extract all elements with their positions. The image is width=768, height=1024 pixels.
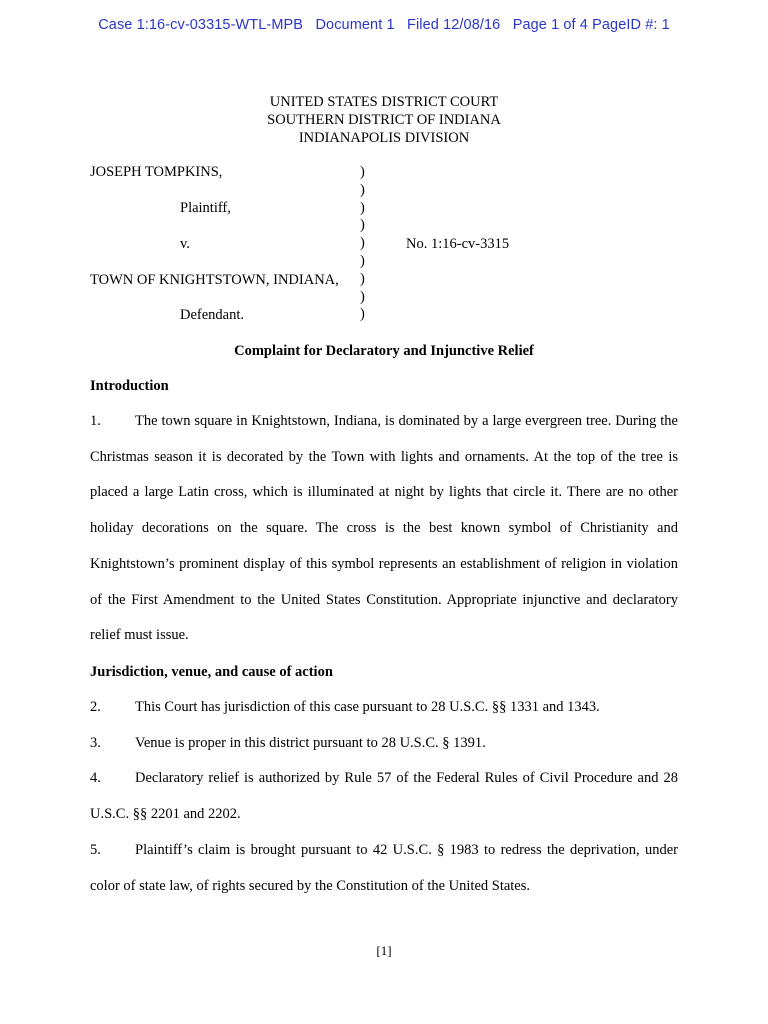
paragraph-text: The town square in Knightstown, Indiana, is dominated by a large evergreen tree. During the Christmas season it is decorated by the Town with lights and ornaments. At the top of the tree is placed a large Latin cross, which is illuminated at night by lights that circle it. There are no other holiday decorations on the square. The cross is the best known symbol of Christianity and Knightstown’s prominent display of this symbol represents an establishment of religion in violation of the First Amendment to the United States Constitution. Appropriate injunctive and declaratory relief must issue.: [90, 413, 678, 644]
paragraph-3: [90, 726, 678, 762]
plaintiff-name: JOSEPH TOMPKINS,: [90, 164, 223, 180]
paragraph-text: Plaintiff’s claim is brought pursuant to 42 U.S.C. § 1983 to redress the deprivation, under color of state law, of rights secured by the Constitution of the United States.: [90, 842, 678, 894]
section-heading-jurisdiction: Jurisdiction, venue, and cause of action: [90, 664, 333, 680]
court-division-line: INDIANAPOLIS DIVISION: [298, 130, 470, 146]
complaint-title: Complaint for Declaratory and Injunctive Relief: [234, 343, 534, 359]
caption-paren: ): [360, 306, 365, 323]
caption-paren: ): [360, 164, 365, 180]
paragraph-text: Declaratory relief is authorized by Rule 57 of the Federal Rules of Civil Procedure and 28 U.S.C. §§ 2201 and 2202.: [90, 770, 678, 822]
paragraph-text: This Court has jurisdiction of this case pursuant to 28 U.S.C. §§ 1331 and 1343.: [135, 699, 600, 715]
case-number: No. 1:16-cv-3315: [406, 236, 510, 252]
caption-paren: ): [360, 235, 365, 252]
paragraph-number: 1.: [90, 413, 101, 429]
paragraph-number: 3.: [90, 735, 101, 751]
defendant-label: Defendant.: [180, 307, 245, 323]
versus-label: v.: [180, 236, 190, 252]
paragraph-number: 4.: [90, 770, 101, 786]
caption-paren: ): [360, 217, 365, 234]
paragraph-number: 5.: [90, 842, 101, 858]
paragraph-4: [90, 761, 678, 832]
plaintiff-label: Plaintiff,: [180, 200, 231, 216]
page-number-footer: [1]: [376, 943, 392, 958]
caption-paren: ): [360, 252, 365, 269]
paragraph-number: 2.: [90, 699, 101, 715]
court-district-line: SOUTHERN DISTRICT OF INDIANA: [267, 112, 501, 128]
caption-paren: ): [360, 288, 365, 305]
paragraph-1: [90, 404, 678, 654]
paragraph-text: Venue is proper in this district pursuant to 28 U.S.C. § 1391.: [135, 735, 486, 751]
court-heading: [0, 93, 768, 147]
defendant-name: TOWN OF KNIGHTSTOWN, INDIANA,: [90, 272, 339, 288]
caption-parenthesis-column: [360, 164, 370, 324]
paragraph-2: [90, 690, 678, 726]
section-heading-introduction: Introduction: [90, 378, 169, 394]
caption-paren: ): [360, 270, 365, 287]
caption-paren: ): [360, 199, 365, 216]
ecf-header-stamp: Case 1:16-cv-03315-WTL-MPB Document 1 Filed 12/08/16 Page 1 of 4 PageID #: 1: [98, 17, 670, 33]
case-caption: [0, 164, 768, 334]
caption-paren: ): [360, 181, 365, 198]
paragraph-5: [90, 833, 678, 904]
court-name-line: UNITED STATES DISTRICT COURT: [269, 94, 499, 110]
